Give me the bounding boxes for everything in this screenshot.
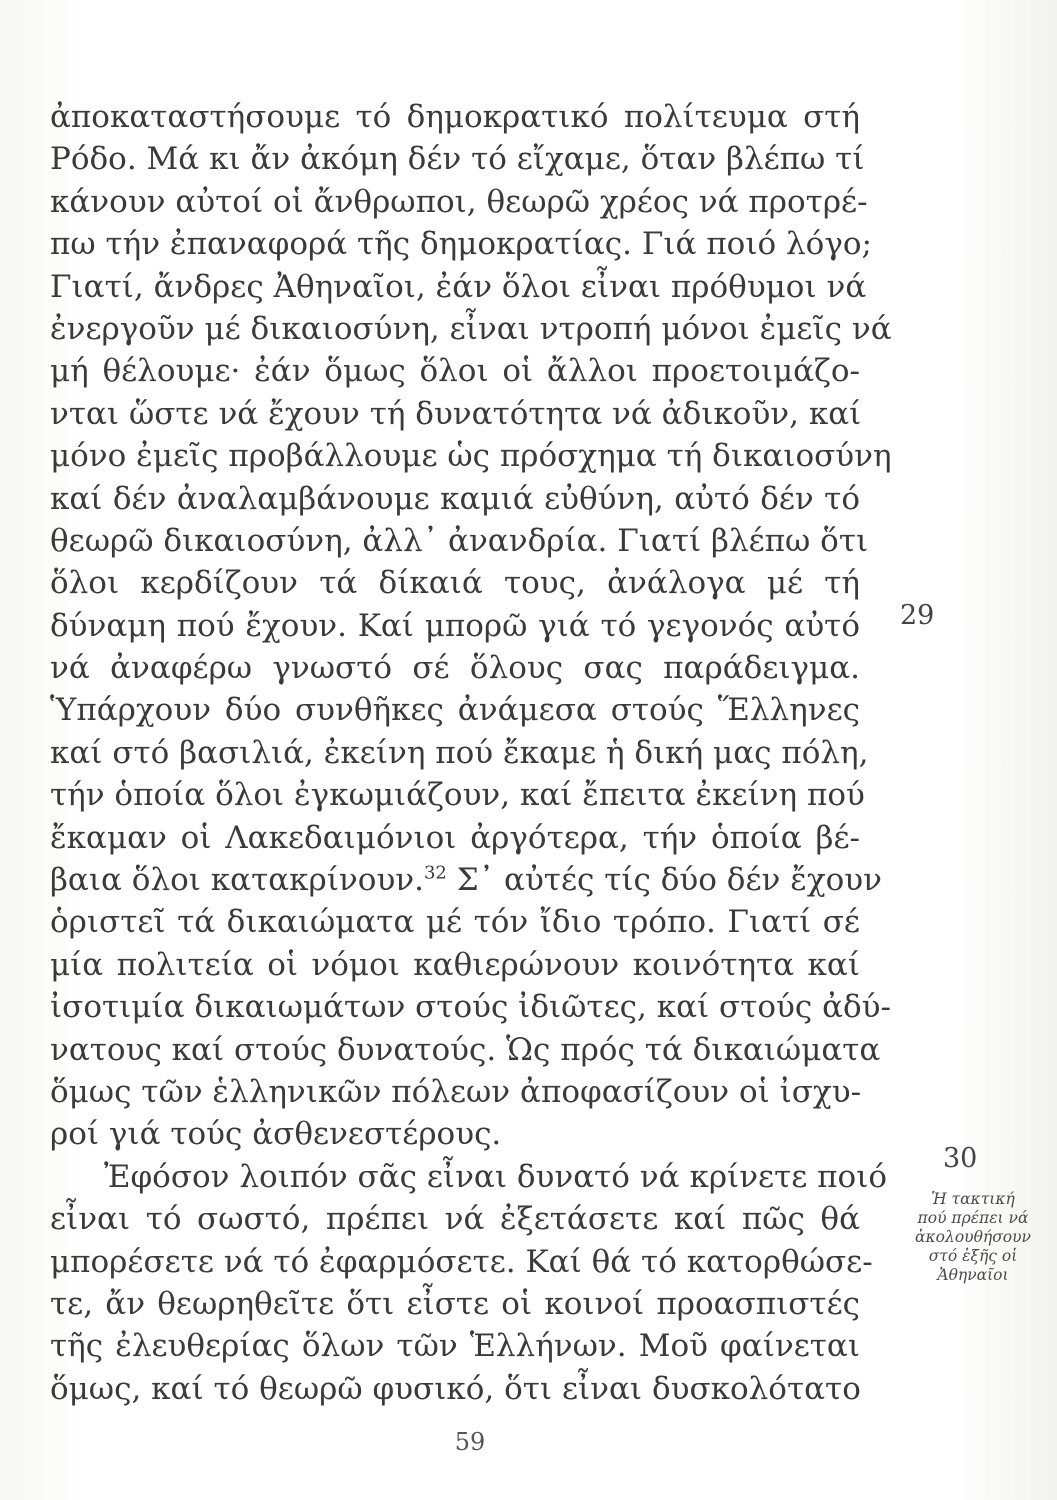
- text-line: ὅμως, καί τό θεωρῶ φυσικό, ὅτι εἶναι δυσκολότατο: [50, 1370, 861, 1407]
- margin-note-line: ἀκολουθήσουν: [915, 1228, 1031, 1246]
- text-line: ἔκαμαν οἱ Λακεδαιμόνιοι ἀργότερα, τήν ὁποία βέ-: [50, 819, 860, 856]
- margin-note-line: πού πρέπει νά: [917, 1209, 1029, 1227]
- text-line: μή θέλουμε· ἐάν ὅμως ὅλοι οἱ ἄλλοι προετοιμάζο-: [50, 353, 860, 390]
- footnote-marker[interactable]: 32: [423, 862, 447, 884]
- text-line: νά ἀναφέρω γνωστό σέ ὅλους σας παράδειγμα.: [50, 650, 860, 687]
- text-line: κάνουν αὐτοί οἱ ἄνθρωποι, θεωρῶ χρέος νά προτρέ-: [50, 183, 868, 220]
- text-line: τήν ὁποία ὅλοι ἐγκωμιάζουν, καί ἔπειτα ἐκείνη πού: [50, 777, 865, 814]
- text-segment: βαια ὅλοι κατακρίνουν.: [50, 862, 424, 899]
- text-line: Ὑπάρχουν δύο συνθῆκες ἀνάμεσα στούς Ἕλληνες: [50, 692, 860, 729]
- text-line: τε, ἄν θεωρηθεῖτε ὅτι εἶστε οἱ κοινοί προασπιστές: [50, 1285, 860, 1322]
- text-line: τῆς ἐλευθερίας ὅλων τῶν Ἑλλήνων. Μοῦ φαίνεται: [50, 1328, 860, 1365]
- text-line: μόνο ἐμεῖς προβάλλουμε ὡς πρόσχημα τή δικαιοσύνη: [50, 438, 892, 475]
- page-number: 59: [454, 1428, 486, 1456]
- margin-note-line: Ἡ τακτική: [931, 1190, 1015, 1208]
- text-line: ἀποκαταστήσουμε τό δημοκρατικό πολίτευμα στή: [50, 99, 860, 135]
- text-line: νατους καί στούς δυνατούς. Ὡς πρός τά δικαιώματα: [50, 1031, 881, 1068]
- text-line: δύναμη πού ἔχουν. Καί μπορῶ γιά τό γεγονός αὐτό: [50, 607, 860, 644]
- section-number-29: 29: [900, 600, 935, 631]
- text-line: Γιατί, ἄνδρες Ἀθηναῖοι, ἐάν ὅλοι εἶναι πρόθυμοι νά: [50, 268, 867, 305]
- text-line: νται ὥστε νά ἔχουν τή δυνατότητα νά ἀδικοῦν, καί: [50, 395, 862, 432]
- margin-note-line: στό ἑξῆς οἱ: [928, 1247, 1018, 1265]
- text-line: ἰσοτιμία δικαιωμάτων στούς ἰδιῶτες, καί στούς ἀδύ-: [50, 989, 891, 1026]
- section-number-30: 30: [943, 1143, 978, 1174]
- text-line: καί δέν ἀναλαμβάνουμε καμιά εὐθύνη, αὐτό δέν τό: [50, 480, 860, 517]
- body-text: [50, 96, 892, 1410]
- text-line: ὅμως τῶν ἑλληνικῶν πόλεων ἀποφασίζουν οἱ ἰσχυ-: [50, 1073, 862, 1110]
- text-line: Ἐφόσον λοιπόν σᾶς εἶναι δυνατό νά κρίνετε ποιό: [104, 1158, 888, 1195]
- text-line: ἐνεργοῦν μέ δικαιοσύνη, εἶναι ντροπή μόνοι ἐμεῖς νά: [50, 310, 892, 347]
- margin-note-line: Ἀθηναῖοι: [937, 1266, 1009, 1284]
- text-line-with-footnote: [50, 859, 882, 901]
- text-line: ὁριστεῖ τά δικαιώματα μέ τόν ἴδιο τρόπο. Γιατί σέ: [50, 904, 860, 941]
- text-line: πω τήν ἐπαναφορά τῆς δημοκρατίας. Γιά ποιό λόγο;: [50, 226, 872, 263]
- text-line: καί στό βασιλιά, ἐκείνη πού ἔκαμε ἡ δική μας πόλη,: [50, 734, 869, 771]
- text-segment: Σ᾿ αὐτές τίς δύο δέν ἔχουν: [456, 862, 882, 899]
- text-line: μπορέσετε νά τό ἐφαρμόσετε. Καί θά τό κατορθώσε-: [50, 1243, 873, 1280]
- margin-note: [893, 1190, 1053, 1285]
- text-line: μία πολιτεία οἱ νόμοι καθιερώνουν κοινότητα καί: [50, 946, 860, 983]
- text-line: ὅλοι κερδίζουν τά δίκαιά τους, ἀνάλογα μέ τή: [50, 565, 860, 602]
- text-line: θεωρῶ δικαιοσύνη, ἀλλ᾿ ἀνανδρία. Γιατί βλέπω ὅτι: [50, 522, 869, 559]
- text-line: Ρόδο. Μά κι ἄν ἀκόμη δέν τό εἴχαμε, ὅταν βλέπω τί: [50, 141, 865, 178]
- text-line: ροί γιά τούς ἀσθενεστέρους.: [50, 1116, 502, 1153]
- text-line: εἶναι τό σωστό, πρέπει νά ἐξετάσετε καί πῶς θά: [50, 1201, 860, 1238]
